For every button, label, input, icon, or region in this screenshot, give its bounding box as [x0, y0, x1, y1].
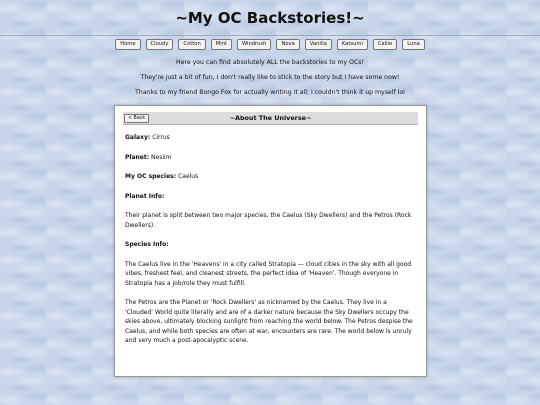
card-title: ~About The Universe~: [229, 114, 312, 122]
nav-button-mint[interactable]: Mint: [211, 39, 232, 50]
galaxy-label: Galaxy:: [125, 134, 151, 141]
intro-line-3: Thanks to my friend Bongo Fox for actually writing it all; I couldn't think it up myself lol: [135, 89, 405, 96]
nav-button-nova[interactable]: Nova: [276, 39, 299, 50]
species-info-heading: Species Info:: [125, 241, 169, 248]
species-info-text-2: The Petros are the Planet or 'Rock Dwellers' as nicknamed by the Caelus. They live in a 'Clouded' World quite literally and are of a darker nature because the Sky Dwellers occupy the skies above, ultimately blocking sunlight from reaching the world below. The Petros despise the Caelus, and while both species are often at war, encounters are rare. The world below is unruly and very much a post-apocalyptic scene.: [125, 299, 413, 344]
species-row: [125, 172, 416, 182]
nav-button-cloudy[interactable]: Cloudy: [146, 39, 174, 50]
nav-button-windrush[interactable]: Windrush: [237, 39, 271, 50]
page-header: [0, 0, 540, 36]
intro-line-1: Here you can find absolutely ALL the backstories to my OCs!: [175, 59, 365, 66]
back-button[interactable]: < Back: [124, 114, 149, 123]
card-content: [123, 125, 418, 346]
planet-row: [125, 153, 416, 163]
page-title: ~My OC Backstories!~: [175, 8, 365, 27]
nav-button-katsumi[interactable]: Katsumi: [337, 39, 368, 50]
species-value: Caelus: [178, 173, 199, 180]
intro-text: [0, 58, 540, 103]
nav-button-cotton[interactable]: Cotton: [178, 39, 205, 50]
species-info-text-1: The Caelus live in the 'Heavens' in a city called Stratopia — cloud cities in the sky with all good vibes, freshest feel, and cleanest streets, the perfect idea of 'Heaven'. Though everyone in Stratopia has a job/role they must fulfill.: [125, 260, 412, 287]
nav-button-home[interactable]: Home: [115, 39, 140, 50]
planet-info-heading: Planet Info:: [125, 192, 165, 200]
nav-button-callie[interactable]: Callie: [373, 39, 397, 50]
species-label: My OC species:: [125, 173, 177, 180]
nav-bar: [0, 39, 540, 51]
planet-value: Nesiim: [151, 153, 172, 161]
galaxy-value: Cirrus: [152, 134, 170, 141]
galaxy-row: [125, 133, 416, 143]
planet-label: Planet:: [125, 153, 150, 161]
nav-button-luna[interactable]: Luna: [402, 39, 425, 50]
nav-button-vanilla[interactable]: Vanilla: [305, 39, 332, 50]
planet-info-text: Their planet is split between two major species, the Caelus (Sky Dwellers) and the Petros (Rock Dwellers).: [125, 212, 412, 229]
intro-line-2: They're just a bit of fun, I don't really like to stick to the story but I have some now!: [140, 74, 400, 81]
card-header: [123, 112, 418, 125]
universe-card: [114, 105, 427, 377]
